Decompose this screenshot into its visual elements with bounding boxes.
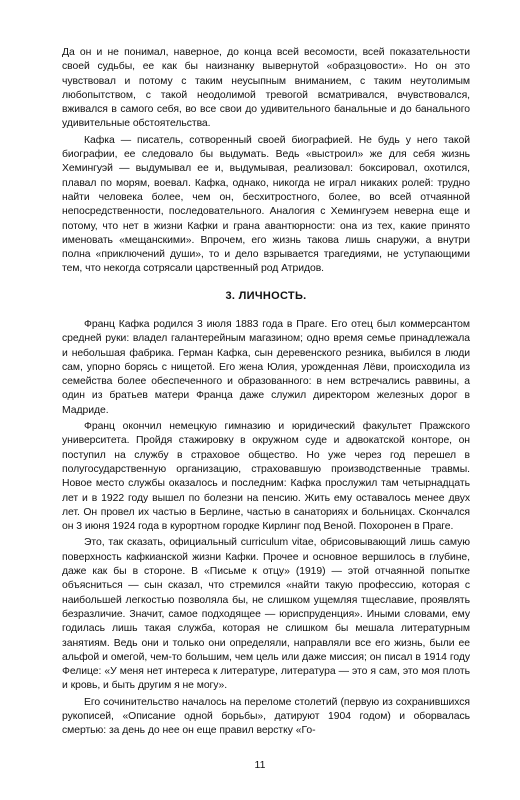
paragraph: Кафка — писатель, сотворенный своей биографией. Не будь у него такой биографии, ее следовало бы выдумать. Ведь «выстроил» же для себя жизнь Хемингуэй — выдумывал ее и, выдумывая, реализовал: боксировал, охотился, плавал по морям, воевал. Кафка, однако, никогда не играл никаких ролей: трудно найти человека более, чем он, бесхитростного, более, во всей отчаянной непосредственности, последовательного. Аналогия с Хемингуэем неверна еще и потому, что нет в жизни Кафки и грана авантюрности: она из тех, какие принято именовать «мещанскими». Впрочем, его жизнь такова лишь снаружи, а внутри полна «приключений души», то и дело взрывается трагедиями, не уступающими тем, что некогда сотрясали царственный род Атридов. [62, 134, 470, 275]
section-heading: 3. ЛИЧНОСТЬ. [225, 290, 307, 302]
text-block-bottom [62, 318, 470, 741]
page-number: 11 [254, 759, 266, 771]
paragraph: Франц окончил немецкую гимназию и юридический факультет Пражского университета. Пройдя стажировку в окружном суде и адвокатской конторе, он поступил на службу в страховое общество. Но уже через год перешел в полугосударственную организацию, страховавшую производственные травмы. Новое место службы оказалось и последним: Кафка прослужил там четырнадцать лет и в 1922 году вышел по болезни на пенсию. Жить ему оставалось менее двух лет. Он провел их частью в Берлине, частью в санаториях и больницах. Скончался он 3 июня 1924 года в курортном городке Кирлинг под Веной. Похоронен в Праге. [62, 421, 470, 533]
paragraph: Это, так сказать, официальный curriculum vitae, обрисовывающий лишь самую поверхность кафкианской жизни Кафки. Прочее и основное вершилось в глубине, даже как бы в стороне. В «Письме к отцу» (1919) — этой отчаянной попытке объясниться — сын сказал, что стремился «найти такую профессию, которая с наибольшей легкостью позволяла бы, не слишком ущемляя тщеславие, проявлять безразличие. Значит, самое подходящее — юриспруденция». Иными словами, ему годилась лишь такая служба, которая не слишком бы мешала литературным занятиям. Ведь они и только они определяли, направляли все его жизнь, были ее альфой и омегой, чем-то большим, чем цель или даже миссия; он писал в 1914 году Фелице: «У меня нет интереса к литературе, литература — это я сам, это моя плоть и кровь, и быть другим я не могу». [62, 537, 470, 692]
paragraph: Да он и не понимал, наверное, до конца всей весомости, всей показательности своей судьбы, ее как бы наизнанку вывернутой «образцовости». Но он это чувствовал и потому с таким неусыпным вниманием, с таким неутолимым любопытством, с такой неодолимой тревогой всматривался, вчувствовался, вживался в самого себя, во все свои до удивительного банальные и до банального удивительные обстоятельства. [62, 47, 470, 130]
text-block-top [62, 46, 470, 279]
paragraph: Его сочинительство началось на переломе столетий (первую из сохранившихся рукописей, «Описание одной борьбы», датируют 1904 годом) и оборвалась смертью: за день до нее он еще правил верстку «Го- [62, 696, 470, 737]
paragraph: Франц Кафка родился 3 июля 1883 года в Праге. Его отец был коммерсантом средней руки: владел галантерейным магазином; одно время семье принадлежала и небольшая фабрика. Герман Кафка, сын деревенского резника, выбился в люди сам, упорно борясь с нищетой. Его жена Юлия, урожденная Лёви, происходила из семейства более обеспеченного и образованного: в нем встречались раввины, а один из братьев матери Франца даже служил директором железных дорог в Мадриде. [62, 319, 470, 416]
